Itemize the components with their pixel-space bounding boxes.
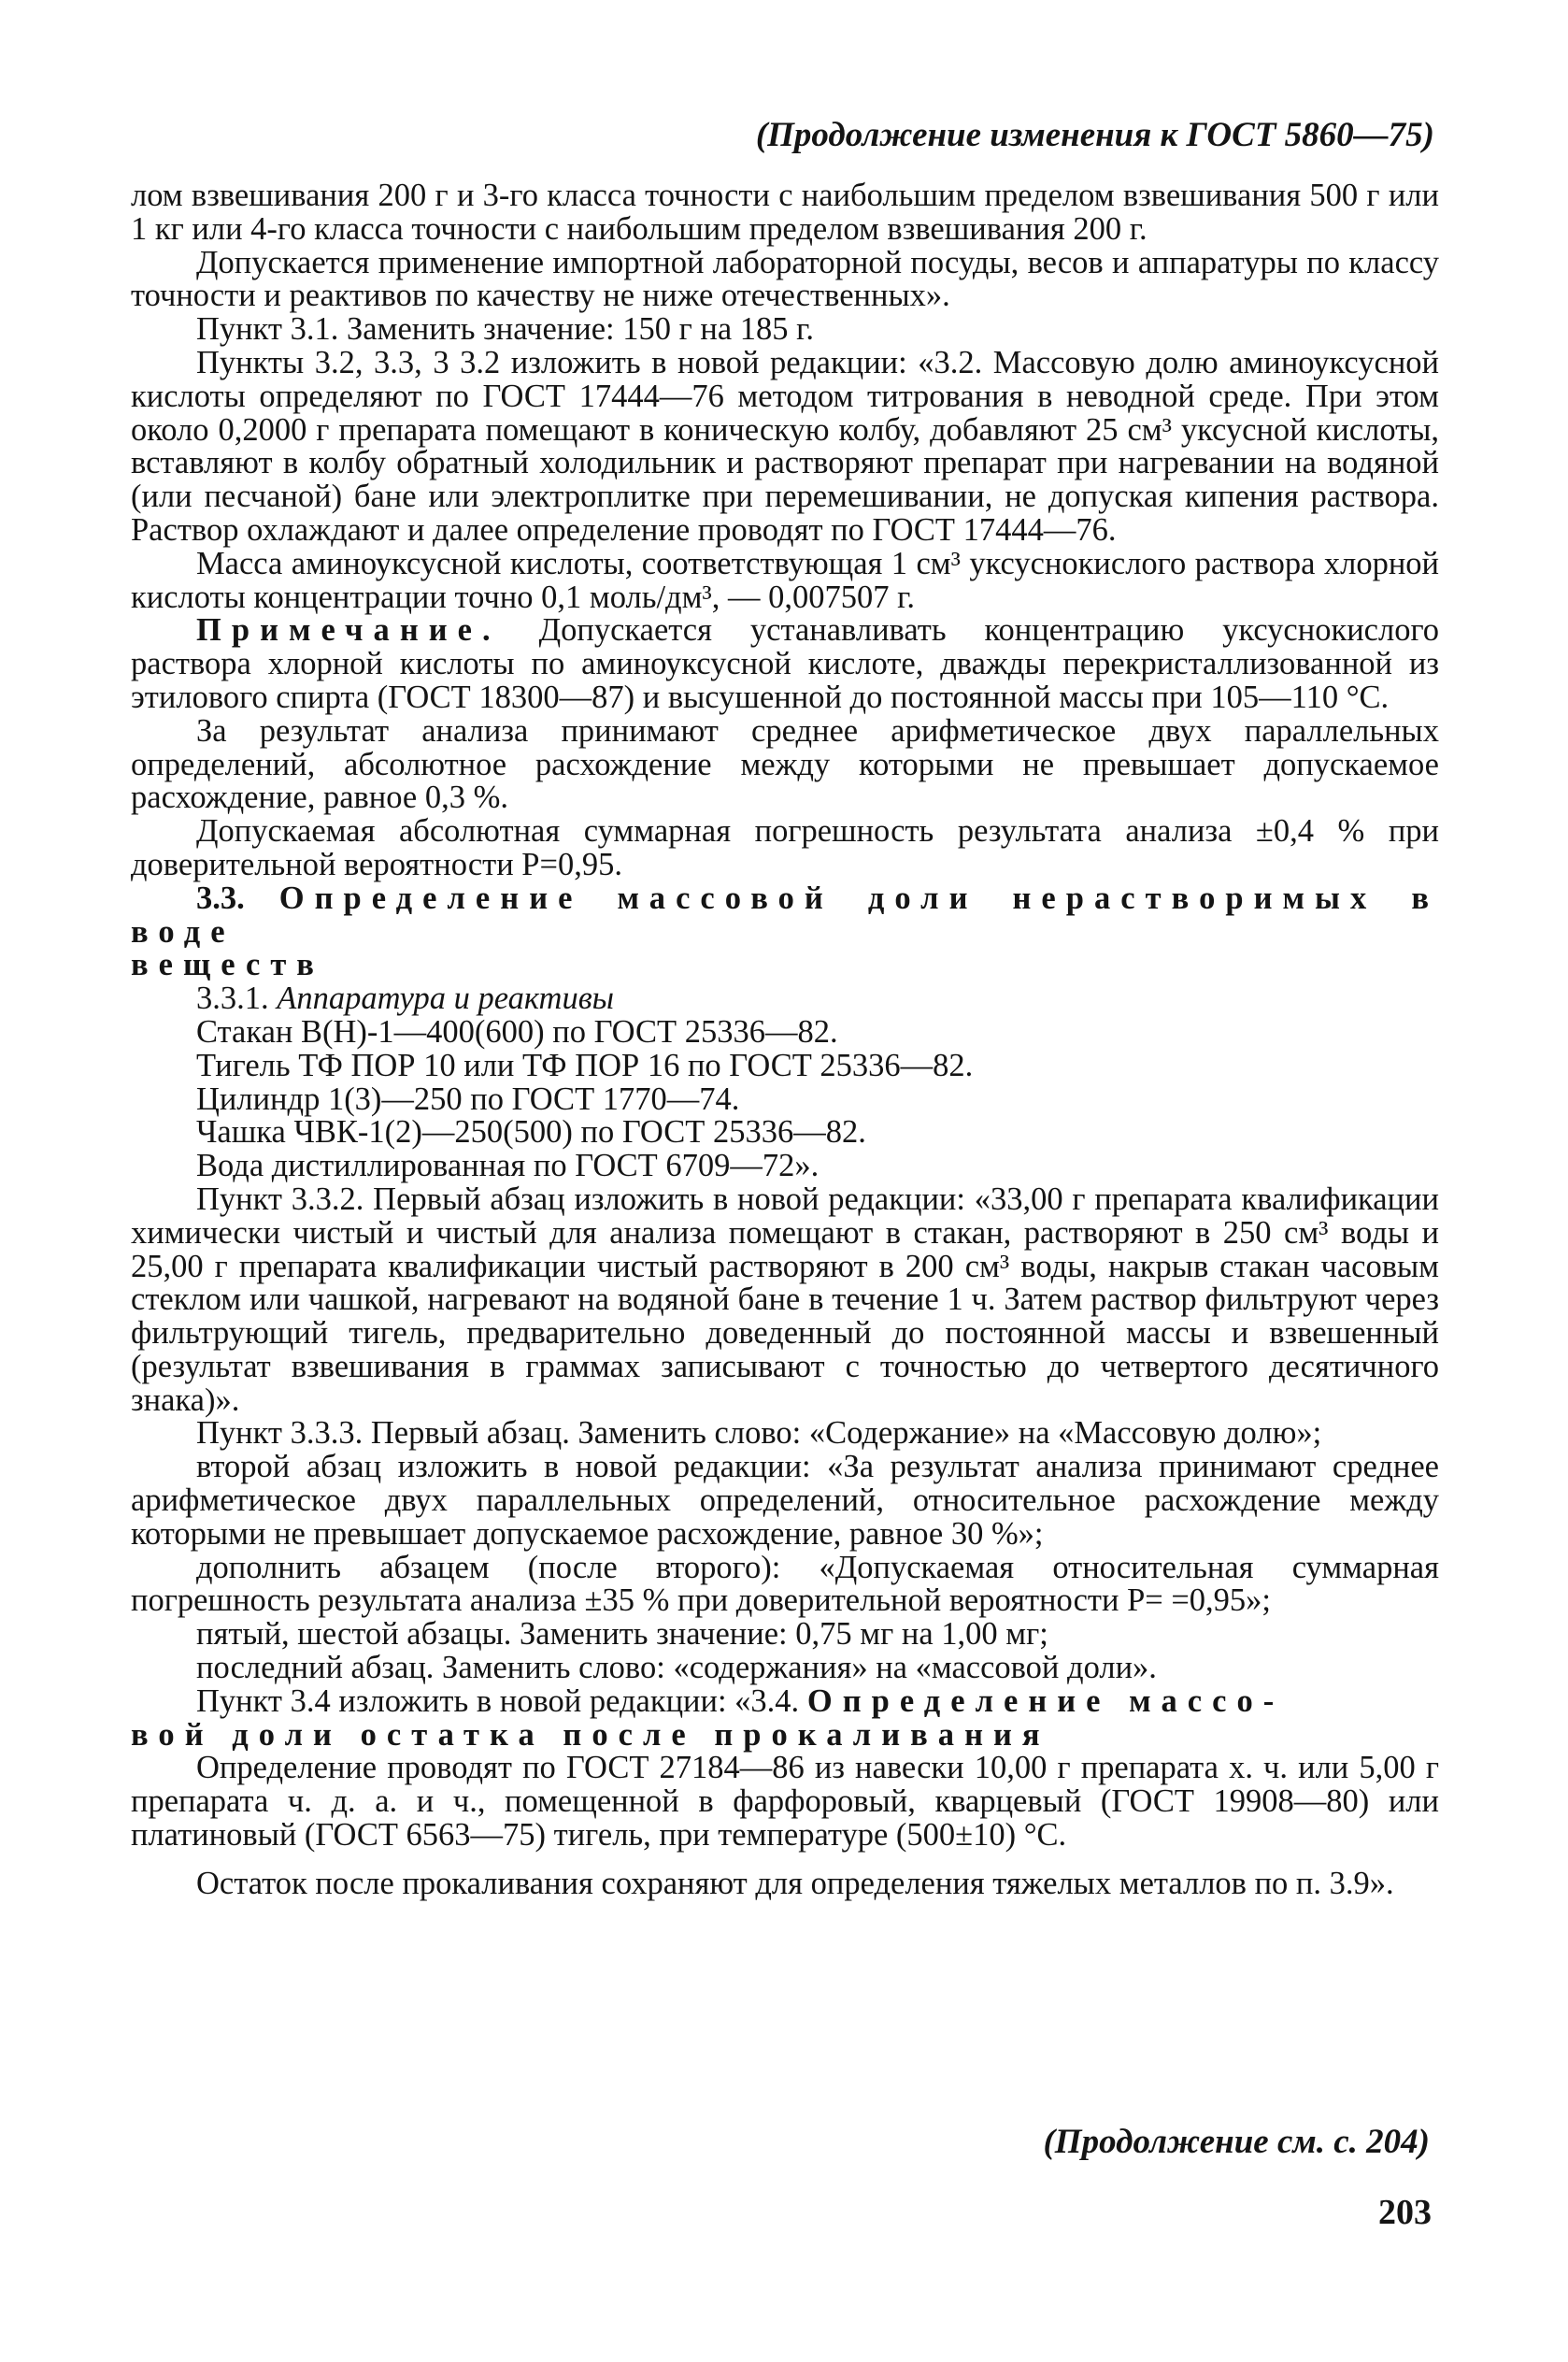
subsection-number: 3.3.1.	[196, 981, 269, 1017]
body-paragraph: последний абзац. Заменить слово: «содержания» на «массовой доли».	[196, 1650, 1157, 1686]
section-number: 3.3.	[196, 880, 245, 916]
note-label: Примечание.	[196, 612, 501, 649]
equipment-item: Чашка ЧВК-1(2)—250(500) по ГОСТ 25336—82.	[196, 1114, 866, 1151]
body-paragraph: лом взвешивания 200 г и 3-го класса точности с наибольшим пределом взвешивания 500 г или 1 кг или 4-го класса точности с наибольшим пределом взвешивания 200 г.	[131, 178, 1439, 247]
body-paragraph: Допускаемая абсолютная суммарная погрешность результата анализа ±0,4 % при доверительной вероятности P=0,95.	[131, 813, 1439, 882]
point-3-4-heading-end	[131, 1716, 1439, 1753]
point-3-4-title: Определение массо-	[806, 1682, 1285, 1719]
body-paragraph: Остаток после прокаливания сохраняют для определения тяжелых металлов по п. 3.9».	[196, 1865, 1394, 1901]
section-title-end: веществ	[131, 947, 324, 983]
body-paragraph: За результат анализа принимают среднее арифметическое двух параллельных определений, абсолютное расхождение между которыми не превышает допускаемое расхождение, равное 0,3 %.	[131, 712, 1439, 816]
note-text: Допускается устанавливать концентрацию уксуснокислого раствора хлорной кислоты по аминоуксусной кислоте, дважды перекристаллизованной из этилового спирта (ГОСТ 18300—87) и высушенной до постоянной массы при 105—110 °С.	[131, 612, 1439, 715]
running-header: (Продолжение изменения к ГОСТ 5860—75)	[755, 116, 1434, 154]
section-title: Определение массовой доли нерастворимых в воде	[131, 880, 1439, 950]
equipment-item: Вода дистиллированная по ГОСТ 6709—72».	[196, 1148, 820, 1184]
equipment-item: Тигель ТФ ПОР 10 или ТФ ПОР 16 по ГОСТ 25336—82.	[196, 1047, 974, 1083]
body-paragraph: Определение проводят по ГОСТ 27184—86 из навески 10,00 г препарата х. ч. или 5,00 г препарата ч. д. а. и ч., помещенной в фарфоровый, кварцевый (ГОСТ 19908—80) или платиновый (ГОСТ 6563—75) тигель, при температуре (500±10) °С.	[131, 1750, 1439, 1854]
body-paragraph: пятый, шестой абзацы. Заменить значение: 0,75 мг на 1,00 мг;	[196, 1616, 1048, 1653]
section-heading-3-3-end	[131, 949, 1439, 982]
body-paragraph: дополнить абзацем (после второго): «Допускаемая относительная суммарная погрешность результата анализа ±35 % при доверительной вероятности P= =0,95»;	[131, 1549, 1439, 1619]
document-body	[131, 179, 1439, 1901]
body-paragraph: Допускается применение импортной лабораторной посуды, весов и аппаратуры по классу точности и реактивов по качеству не ниже отечественных».	[131, 244, 1439, 314]
equipment-item: Стакан В(Н)-1—400(600) по ГОСТ 25336—82.	[196, 1013, 838, 1050]
body-paragraph: Пункт 3.3.2. Первый абзац изложить в новой редакции: «33,00 г препарата квалификации химически чистый и чистый для анализа помещают в стакан, растворяют в 250 см³ воды и 25,00 г препарата квалификации чистый растворяют в 200 см³ воды, накрыв стакан часовым стеклом или чашкой, нагревают на водяной бане в течение 1 ч. Затем раствор фильтруют через фильтрующий тигель, предварительно доведенный до постоянной массы и взвешенный (результат взвешивания в граммах записывают с точностью до четвертого десятичного знака)».	[131, 1181, 1439, 1418]
note-paragraph	[131, 614, 1439, 714]
body-paragraph: Пункты 3.2, 3.3, 3 3.2 изложить в новой редакции: «3.2. Массовую долю аминоуксусной кислоты определяют по ГОСТ 17444—76 методом титрования в неводной среде. При этом около 0,2000 г препарата помещают в коническую колбу, добавляют 25 см³ уксусной кислоты, вставляют в колбу обратный холодильник и растворяют препарат при нагревании на водяной (или песчаной) бане или электроплитке при перемешивании, не допуская кипения раствора. Раствор охлаждают и далее определение проводят по ГОСТ 17444—76.	[131, 344, 1439, 548]
point-3-4-prefix: Пункт 3.4 изложить в новой редакции: «3.4.	[196, 1682, 807, 1719]
page-number: 203	[1378, 2193, 1432, 2232]
point-3-4-heading	[131, 1682, 1439, 1719]
point-3-4-title-end: вой доли остатка после прокаливания	[131, 1716, 1050, 1753]
body-paragraph: Масса аминоуксусной кислоты, соответствующая 1 см³ уксуснокислого раствора хлорной кислоты концентрации точно 0,1 моль/дм³, — 0,007507 г.	[131, 545, 1439, 615]
subsection-heading-3-3-1	[131, 982, 1439, 1016]
subsection-title: Аппаратура и реактивы	[268, 981, 615, 1017]
continuation-note: (Продолжение см. с. 204)	[1043, 2123, 1430, 2161]
body-paragraph: Пункт 3.1. Заменить значение: 150 г на 185 г.	[196, 311, 815, 348]
body-paragraph: второй абзац изложить в новой редакции: «За результат анализа принимают среднее арифметическое двух параллельных определений, относительное расхождение между которыми не превышает допускаемое расхождение, равное 30 %»;	[131, 1449, 1439, 1552]
body-paragraph: Пункт 3.3.3. Первый абзац. Заменить слово: «Содержание» на «Массовую долю»;	[196, 1415, 1322, 1452]
section-heading-3-3	[131, 882, 1439, 950]
equipment-item: Цилиндр 1(3)—250 по ГОСТ 1770—74.	[196, 1081, 740, 1117]
